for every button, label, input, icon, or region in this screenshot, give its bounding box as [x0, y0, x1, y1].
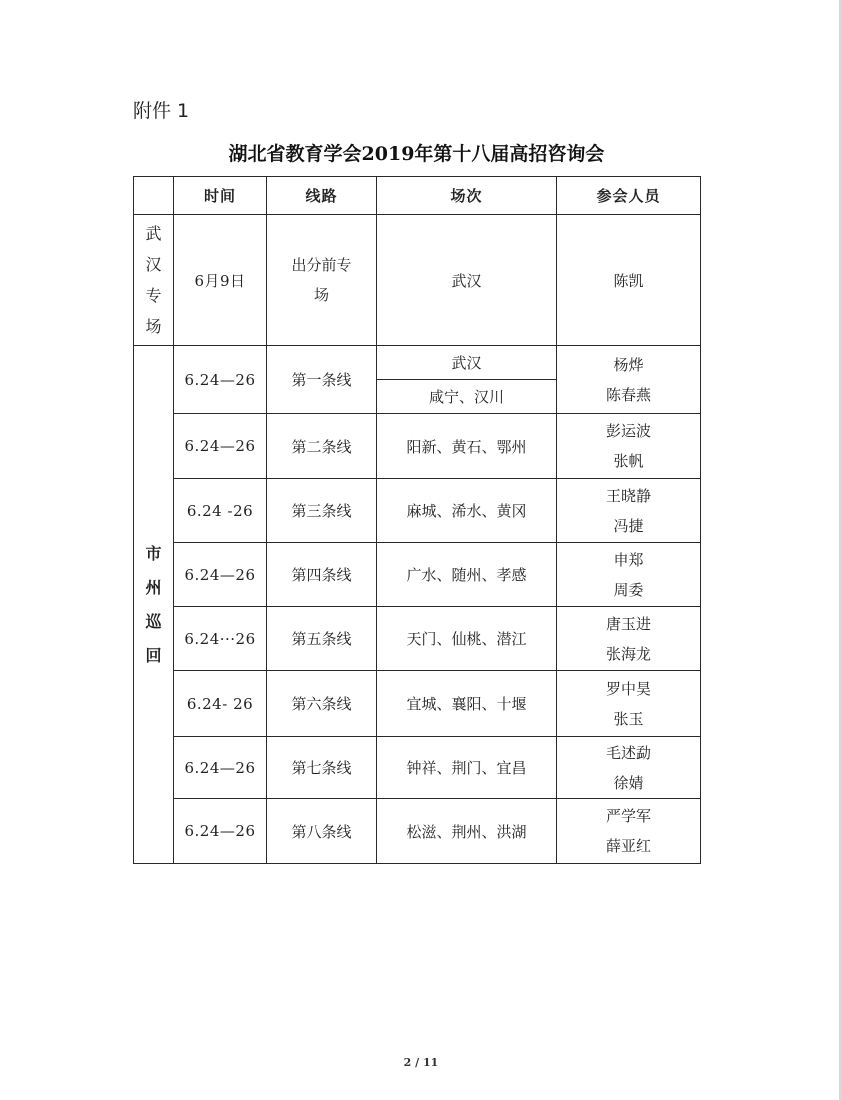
wuhan-venue: 武汉 [377, 215, 557, 346]
staff-name: 王晓静 [605, 486, 651, 505]
row-date: 6.24—26 [174, 414, 267, 479]
table-row [134, 346, 701, 414]
header-staff: 参会人员 [557, 177, 701, 215]
table-row [134, 799, 701, 864]
wuhan-route: 出分前专场 [267, 215, 377, 346]
table-row [134, 479, 701, 543]
staff-name: 冯捷 [613, 516, 644, 535]
row-route: 第三条线 [267, 479, 377, 543]
row-venue: 钟祥、荆门、宜昌 [377, 737, 557, 799]
header-time: 时间 [174, 177, 267, 215]
row-date: 6.24 -26 [174, 479, 267, 543]
row-route: 第七条线 [267, 737, 377, 799]
wuhan-staff: 陈凯 [557, 215, 701, 346]
staff-name: 彭运波 [605, 422, 651, 440]
row-date: 6.24—26 [174, 737, 267, 799]
attachment-label: 附件 1 [133, 100, 190, 122]
row-staff [557, 737, 701, 799]
table-row [134, 671, 701, 737]
staff-name: 张帆 [613, 452, 644, 470]
venue-part-b: 咸宁、汉川 [377, 379, 556, 413]
row-venue: 阳新、黄石、鄂州 [377, 414, 557, 479]
row-venue [377, 346, 557, 414]
row-staff [557, 607, 701, 671]
row-staff [557, 414, 701, 479]
header-route: 线路 [267, 177, 377, 215]
tour-section-label: 市州巡回 [134, 346, 174, 864]
row-staff [557, 543, 701, 607]
staff-name: 徐婧 [613, 773, 644, 792]
row-venue: 天门、仙桃、潜江 [377, 607, 557, 671]
staff-name: 申郑 [613, 550, 644, 569]
header-corner [134, 177, 174, 215]
wuhan-date: 6月9日 [174, 215, 267, 346]
table-row [134, 737, 701, 799]
row-route: 第八条线 [267, 799, 377, 864]
venue-part-a: 武汉 [451, 354, 482, 372]
staff-name: 陈春燕 [605, 385, 651, 404]
row-date: 6.24—26 [174, 543, 267, 607]
table-row [134, 543, 701, 607]
table-row [134, 414, 701, 479]
row-date: 6.24—26 [174, 346, 267, 414]
staff-name: 薛亚红 [605, 837, 651, 855]
row-route: 第四条线 [267, 543, 377, 607]
row-route: 第一条线 [267, 346, 377, 414]
row-staff [557, 479, 701, 543]
row-staff [557, 799, 701, 864]
schedule-table [133, 176, 701, 864]
staff-name: 罗中昊 [605, 679, 651, 698]
row-date: 6.24—26 [174, 799, 267, 864]
row-venue: 松滋、荆州、洪湖 [377, 799, 557, 864]
row-venue: 广水、随州、孝感 [377, 543, 557, 607]
header-venue: 场次 [377, 177, 557, 215]
staff-name: 张玉 [613, 709, 644, 728]
row-date: 6.24- 26 [174, 671, 267, 737]
staff-name: 周委 [613, 580, 644, 599]
row-date: 6.24···26 [174, 607, 267, 671]
row-venue: 麻城、浠水、黄冈 [377, 479, 557, 543]
row-staff [557, 346, 701, 414]
wuhan-section-label: 武汉专场 [134, 215, 174, 346]
table-header-row [134, 177, 701, 215]
wuhan-row [134, 215, 701, 346]
row-route: 第五条线 [267, 607, 377, 671]
row-route: 第六条线 [267, 671, 377, 737]
row-venue: 宜城、襄阳、十堰 [377, 671, 557, 737]
document-title: 湖北省教育学会2019年第十八届高招咨询会 [228, 143, 605, 165]
staff-name: 唐玉进 [605, 614, 651, 633]
staff-name: 毛述勐 [605, 743, 651, 762]
row-route: 第二条线 [267, 414, 377, 479]
table-row [134, 607, 701, 671]
staff-name: 严学军 [605, 807, 651, 825]
page-number: 2 / 11 [403, 1056, 439, 1069]
row-staff [557, 671, 701, 737]
staff-name: 张海龙 [605, 644, 651, 663]
staff-name: 杨烨 [613, 355, 644, 374]
